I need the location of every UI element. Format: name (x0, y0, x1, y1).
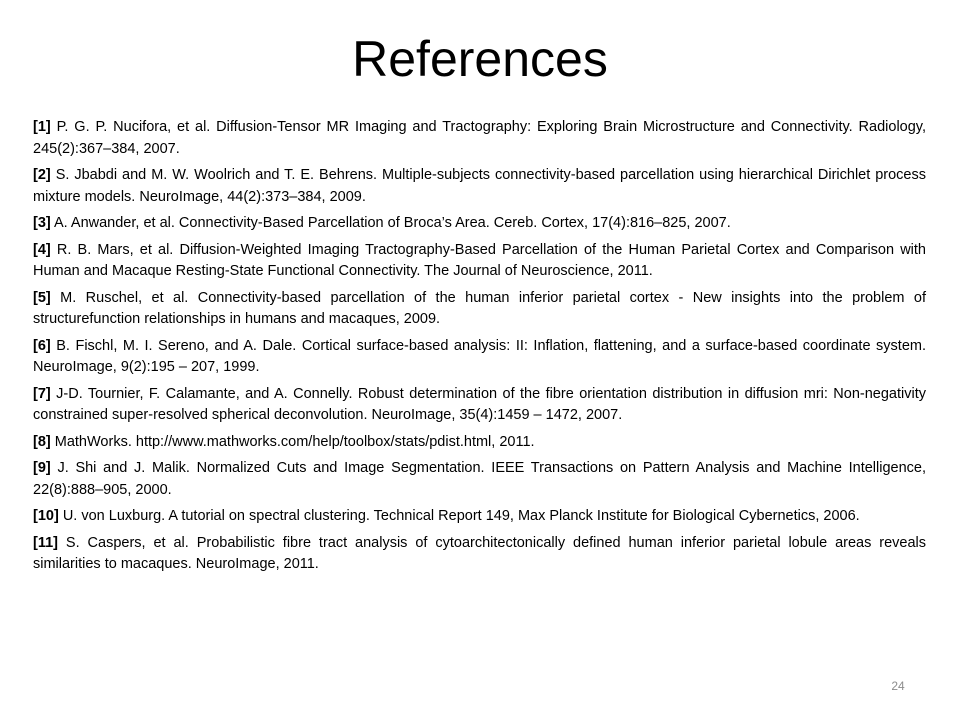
reference-text: A. Anwander, et al. Connectivity-Based Parcellation of Broca’s Area. Cereb. Cortex, 17(4):816–825, 2007. (53, 215, 731, 231)
reference-number: [4] (33, 241, 51, 258)
reference-number: [5] (33, 289, 51, 306)
reference-item (33, 458, 926, 501)
reference-text: M. Ruschel, et al. Connectivity-based parcellation of the human inferior parietal cortex - New insights into the problem of structurefunction relationships in humans and macaques, 2009. (33, 289, 926, 327)
reference-text: MathWorks. http://www.mathworks.com/help/toolbox/stats/pdist.html, 2011. (54, 433, 535, 450)
reference-number: [7] (33, 385, 51, 402)
reference-text: P. G. P. Nucifora, et al. Diffusion-Tensor MR Imaging and Tractography: Exploring Brain Microstructure and Connectivity. Radiology, 245(2):367–384, 2007. (33, 119, 926, 157)
reference-number: [3] (33, 215, 51, 231)
reference-number: [2] (33, 167, 51, 183)
slide-title: References (352, 31, 608, 87)
reference-item (33, 288, 926, 331)
reference-number: [10] (33, 508, 59, 524)
reference-item (33, 117, 926, 160)
reference-number: [8] (33, 433, 51, 450)
reference-number: [9] (33, 460, 51, 476)
reference-item (33, 240, 926, 283)
reference-text: R. B. Mars, et al. Diffusion-Weighted Imaging Tractography-Based Parcellation of the Human Parietal Cortex and Comparison with Human and Macaque Resting-State Functional Connectivity. The Journal of Neuroscience, 2011. (33, 241, 926, 279)
reference-item (33, 506, 926, 528)
reference-number: [11] (33, 534, 58, 551)
reference-item (33, 533, 926, 576)
reference-text: S. Jbabdi and M. W. Woolrich and T. E. Behrens. Multiple-subjects connectivity-based parcellation using hierarchical Dirichlet process mixture models. NeuroImage, 44(2):373–384, 2009. (33, 167, 926, 205)
reference-number: [6] (33, 337, 51, 354)
reference-text: J. Shi and J. Malik. Normalized Cuts and Image Segmentation. IEEE Transactions on Pattern Analysis and Machine Intelligence, 22(8):888–905, 2000. (33, 460, 926, 498)
reference-text: U. von Luxburg. A tutorial on spectral clustering. Technical Report 149, Max Planck Institute for Biological Cybernetics, 2006. (62, 508, 860, 524)
reference-item (33, 165, 926, 208)
reference-text: S. Caspers, et al. Probabilistic fibre tract analysis of cytoarchitectonically defined human inferior parietal lobule areas reveals similarities to macaques. NeuroImage, 2011. (33, 534, 927, 572)
page-number: 24 (891, 679, 905, 693)
reference-text: B. Fischl, M. I. Sereno, and A. Dale. Cortical surface-based analysis: II: Inflation, flattening, and a surface-based coordinate system. NeuroImage, 9(2):195 – 207, 1999. (33, 337, 926, 375)
reference-text: J-D. Tournier, F. Calamante, and A. Connelly. Robust determination of the fibre orientation distribution in diffusion mri: Non-negativity constrained super-resolved spherical deconvolution. NeuroImage, 35(4):1459 – 1472, 2007. (33, 385, 926, 423)
reference-list (33, 117, 926, 581)
reference-number: [1] (33, 119, 51, 135)
reference-item (33, 432, 926, 454)
reference-item (33, 384, 926, 427)
reference-item (33, 213, 926, 235)
reference-item (33, 336, 926, 379)
